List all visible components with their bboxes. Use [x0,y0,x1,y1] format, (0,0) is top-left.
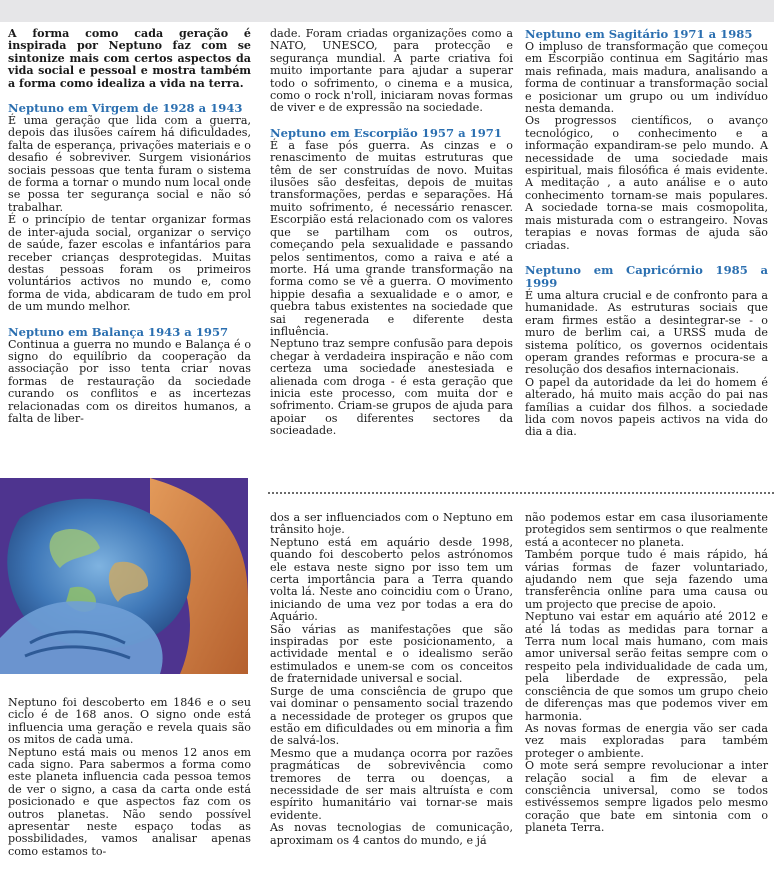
column-2-top [270,28,513,438]
heading-capricornio: Neptuno em Capricórnio 1985 a 1999 [525,262,768,290]
column-3-bottom [525,512,768,835]
paragraph: Neptuno está mais ou menos 12 anos em cada signo. Para sabermos a forma como este planeta influencia cada pessoa temos de ver o signo, a casa da carta onde está posicionado e que aspectos faz com os outros planetas. Não sendo possível apresentar neste espaço todas as possbilidades, vamos analisar apenas como estamos to- [8,745,251,858]
paragraph: Neptuno traz sempre confusão para depois chegar à verdadeira inspiração e não com certeza uma sociedade anestesiada e alienada com droga - é esta geração que inicia este processo, com muita dor e sofrimento. Criam-se grupos de ajuda para apoiar os diferentes sectores da socieadade. [270,337,513,438]
paragraph: O papel da autoridade da lei do homem é alterado, há muito mais acção do pai nas famílias a cuidar dos filhos. a sociedade lida com novos papeis activos na vida do dia a dia. [525,375,768,439]
paragraph: É a fase pós guerra. As cinzas e o renascimento de muitas estruturas que têm de ser construídas de novo. Muitas ilusões são desfeitas, depois de muitas transformações, perdas e separações. Há muito sofrimento, é necessário renascer. Escorpião está relacionado com os valores que se partilham com os outros, começando pela sexualidade e passando pelos sentimentos, como a raiva e até a morte. Há uma grande transformação na forma como se vê a guerra. O movimento hippie desafia a sexualidade e o amor, e quebra tabus existentes na sociedade que sai regenerada e diferente desta influência. [270,138,513,338]
page-top-strip [0,0,774,22]
column-2-bottom [270,512,513,847]
heading-balanca: Neptuno em Balança 1943 a 1957 [8,324,229,339]
paragraph: Surge de uma consciência de grupo que vai dominar o pensamento social trazendo a necessidade de proteger os grupos que estão em dificuldades ou em minoria a fim de salvá-los. [270,684,513,748]
paragraph: É uma geração que lida com a guerra, depois das ilusões caírem há dificuldades, falta de esperança, privações materiais e o desafio é sobreviver. Surgem visionários sociais pessoas que tenta furam o sistema de forma a tornar o mundo num local onde se possa ter segurança social e não só trabalhar. [8,114,251,214]
paragraph: Mesmo que a mudança ocorra por razões pragmáticas de sobrevivência como tremores de terra ou doenças, a necessidade de ser mais altruísta e com espírito humanitário vai tornar-se mais evidente. [270,746,513,822]
paragraph: dos a ser influenciados com o Neptuno em trânsito hoje. [270,511,513,537]
column-1-top [8,28,251,425]
heading-virgem: Neptuno em Virgem de 1928 a 1943 [8,101,243,116]
paragraph: Neptuno foi descoberto em 1846 e o seu ciclo é de 168 anos. O signo onde está influencia uma geração e revela quais são os mitos de cada uma. [8,696,251,747]
lead-paragraph: A forma como cada geração é inspirada por Neptuno faz com se sintonize mais com certos aspectos da vida social e pessoal e mostra também a forma como idealiza a vida na terra. [8,27,251,90]
heading-sagitario: Neptuno em Sagitário 1971 a 1985 [525,27,753,41]
paragraph: Os progressos científicos, o avanço tecnológico, o conhecimento e a informação expandiram-se pelo mundo. A necessidade de uma sociedade mais espiritual, mais filosófica é mais evidente. A meditação , a auto análise e o auto conhecimento tornam-se mais populares. A sociedade torna-se mais cosmopolita, mais misturada com o estrangeiro. Novas terapias e novas formas de ajuda são criadas. [525,114,768,252]
paragraph: Continua a guerra no mundo e Balança é o signo do equilíbrio da cooperação da associação por isso tenta criar novas formas de restauração da sociedade curando os conflitos e as incertezas relacionadas com os direitos humanos, a falta de liber- [8,337,251,425]
paragraph: Também porque tudo é mais rápido, há várias formas de fazer voluntariado, ajudando nem que seja fazendo uma transferência online para uma causa ou um projecto que precise de apoio. [525,548,768,611]
column-1-bottom [8,697,251,858]
paragraph: É o princípio de tentar organizar formas de inter-ajuda social, organizar o serviço de saúde, fazer escolas e infantários para receber crianças desprotegidas. Muitas destas pessoas foram os primeiros voluntários activos no mundo e, como forma de vida, abdicaram de tudo em prol de um mundo melhor. [8,213,251,314]
paragraph: As novas formas de energia vão ser cada vez mais exploradas para também proteger o ambiente. [525,721,768,760]
dotted-divider [268,492,774,494]
column-3-top [525,28,768,439]
paragraph: Neptuno está em aquário desde 1998, quando foi descoberto pelos astrónomos ele estava neste signo por isso tem um certa importância para a Terra quando volta lá. Neste ano coincidiu com o Urano, iniciando de uma vez por todas a era do Aquário. [270,535,513,624]
paragraph: Neptuno vai estar em aquário até 2012 e até lá todas as medidas para tornar a Terra num local mais humano, com mais amor universal serão feitas sempre com o respeito pela individualidade de cada um, pela liberdade de expressão, pela consciência de que somos um grupo cheio de diferenças mas que podemos viver em harmonia. [525,610,768,723]
paragraph: dade. Foram criadas organizações como a NATO, UNESCO, para protecção e segurança mundial. A parte criativa foi muito importante para ajudar a superar todo o sofrimento, o cinema e a musica, como o rock n'roll, iniciaram novas formas de viver e de expressão na sociedade. [270,27,513,115]
paragraph: São várias as manifestações que são inspiradas por este posicionamento, a actividade mental e o idealismo serão estimulados e unem-se com os conceitos de fraternidade universal e social. [270,622,513,686]
paragraph: É uma altura crucial e de confronto para a humanidade. As estruturas sociais que eram firmes estão a desintegrar-se - o muro de berlim cai, a URSS muda de sistema político, os governos ocidentais operam grandes reformas e procura-se a resolução dos desafios internacionais. [525,288,768,377]
paragraph: As novas tecnologias de comunicação, aproximam os 4 cantos do mundo, e já [270,821,513,847]
paragraph: O impluso de transformação que começou em Escorpião continua em Sagitário mas mais refinada, mais madura, analisando a forma de continuar a transformação social e posicionar um grupo ou um indivíduo nesta demanda. [525,40,768,116]
paragraph: O mote será sempre revolucionar a inter relação social a fim de elevar a consciência universal, como se todos estivéssemos sempre ligados pelo mesmo coração que bate em sintonia com o planeta Terra. [525,759,768,835]
paragraph: não podemos estar em casa ilusoriamente protegidos sem sentirmos o que realmente está a acontecer no planeta. [525,511,768,549]
heading-escorpiao: Neptuno em Escorpião 1957 a 1971 [270,125,502,140]
hands-holding-earth-icon [0,478,248,674]
